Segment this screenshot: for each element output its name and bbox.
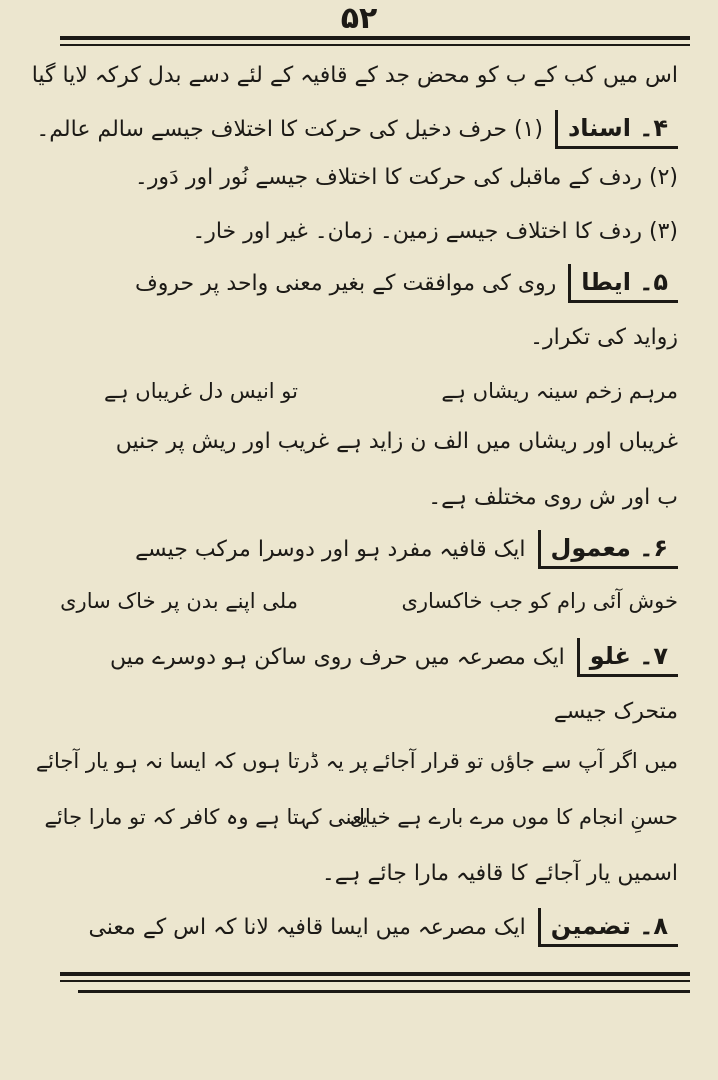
text-line-4: (۳) ردف کا اختلاف جیسے زمین۔ زمان۔ غیر اور خار۔: [192, 219, 678, 244]
verse-3-second: پر یہ ڈرتا ہوں کہ ایسا نہ ہو یار آجائے: [35, 749, 368, 773]
page-number: ۵۲: [340, 1, 378, 36]
text-line-6: زواید کی تکرار۔: [530, 325, 678, 350]
text-line-2: [36, 110, 678, 149]
verse-4-first: حسنِ انجام کا موں مرے بارے ہے خیال: [349, 805, 678, 829]
verse-3-first: میں اگر آپ سے جاؤں تو قرار آجائے: [372, 749, 678, 773]
footer-rule: [60, 972, 690, 982]
verse-4-second: یعنی کہتا ہے وہ کافر کہ تو مارا جائے: [44, 805, 368, 829]
text-line-2-body: (۱) حرف دخیل کی حرکت کا اختلاف جیسے سالم عالم۔: [36, 117, 543, 142]
heading-ita: ۵۔ ایطا: [568, 264, 678, 303]
text-line-17: [88, 908, 678, 947]
verse-2-first: خوش آئی رام کو جب خاکساری: [401, 589, 678, 613]
text-line-1: اس میں کب کے ب کو محض جد کے قافیہ کے لئے دسے بدل کرکہ لایا گیا: [31, 63, 678, 88]
text-line-12-body: ایک مصرعہ میں حرف روی ساکن ہو دوسرے میں: [109, 645, 565, 670]
text-line-5-body: روی کی موافقت کے بغیر معنی واحد پر حروف: [134, 271, 557, 296]
text-line-17-body: ایک مصرعہ میں ایسا قافیہ لانا کہ اس کے معنی: [88, 915, 526, 940]
footer-rule-bottom: [78, 990, 690, 993]
text-line-16: اسمیں یار آجائے کا قافیہ مارا جائے ہے۔: [321, 861, 678, 886]
heading-tazmin: ۸۔ تضمین: [538, 908, 678, 947]
header-rule: [60, 36, 690, 46]
heading-mamul: ۶۔ معمول: [538, 530, 678, 569]
text-line-9: ب اور ش روی مختلف ہے۔: [428, 485, 678, 510]
verse-1-first: تو انیس دل غریباں ہے: [104, 379, 298, 403]
text-line-10: [135, 530, 678, 569]
heading-ghuluw: ۷۔ غلو: [577, 638, 678, 677]
text-line-13: متحرک جیسے: [553, 699, 678, 724]
text-line-3: (۲) ردف کے ماقبل کی حرکت کا اختلاف جیسے نُور اور دَور۔: [134, 165, 678, 190]
text-line-8: غریباں اور ریشاں میں الف ن زاید ہے غریب اور ریش پر جنیں: [115, 429, 678, 454]
verse-1-second: مرہم زخم سینہ ریشاں ہے: [441, 379, 678, 403]
verse-2-second: ملی اپنے بدن پر خاک ساری: [60, 589, 298, 613]
text-line-12: [110, 638, 678, 677]
text-line-10-body: ایک قافیہ مفرد ہو اور دوسرا مرکب جیسے: [135, 537, 526, 562]
heading-isnad: ۴۔ اسناد: [555, 110, 678, 149]
text-line-5: [135, 264, 678, 303]
